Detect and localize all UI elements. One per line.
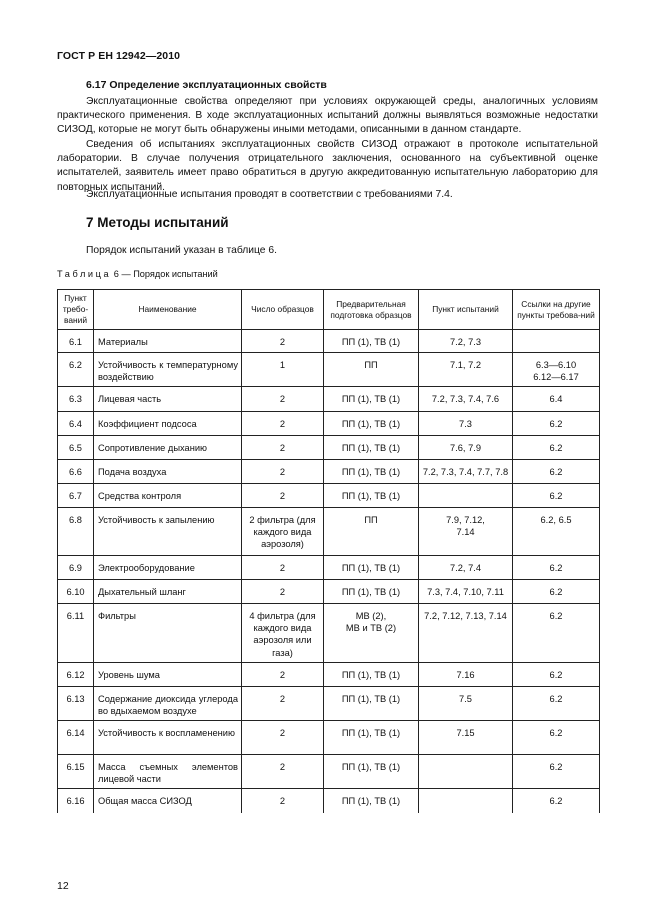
cell-prep: ПП (1), ТВ (1)	[324, 484, 419, 508]
cell-prep: ПП (1), ТВ (1)	[324, 460, 419, 484]
cell-count: 2	[242, 436, 324, 460]
cell-count: 4 фильтра (для каждого вида аэрозоля или газа)	[242, 604, 324, 663]
cell-num: 6.13	[58, 687, 94, 721]
section-6-17-title: 6.17 Определение эксплуатационных свойств	[86, 79, 327, 91]
table-row	[58, 460, 600, 484]
cell-num: 6.11	[58, 604, 94, 663]
paragraph-3-text: Эксплуатационные испытания проводят в соответствии с требованиями 7.4.	[86, 189, 453, 200]
cell-count: 2	[242, 663, 324, 687]
header-ref: Ссылки на другие пункты требова-ний	[513, 290, 600, 330]
section-7-intro: Порядок испытаний указан в таблице 6.	[86, 245, 277, 256]
cell-name: Устойчивость к воспламенению	[94, 721, 242, 755]
paragraph-1-text: Эксплуатационные свойства определяют при условиях окружающей среды, аналогичных условиям практического применения. В ходе эксплуатационных испытаний должны выявляться возможные недостатки СИЗОД, которые не могут быть обнаружены иными методами, описанными в данном стандарте.	[57, 96, 598, 136]
table-row	[58, 755, 600, 789]
cell-name: Электрооборудование	[94, 556, 242, 580]
cell-items: 7.9, 7.12, 7.14	[419, 508, 513, 556]
table-header-row	[58, 290, 600, 330]
table-row	[58, 663, 600, 687]
cell-items: 7.2, 7.12, 7.13, 7.14	[419, 604, 513, 663]
cell-ref: 6.2	[513, 604, 600, 663]
cell-items	[419, 755, 513, 789]
cell-name: Коэффициент подсоса	[94, 412, 242, 436]
test-order-table	[57, 289, 600, 813]
cell-count: 2 фильтра (для каждого вида аэрозоля)	[242, 508, 324, 556]
cell-ref: 6.2	[513, 484, 600, 508]
cell-items	[419, 484, 513, 508]
paragraph-1	[57, 95, 598, 138]
cell-ref: 6.2	[513, 789, 600, 813]
cell-num: 6.15	[58, 755, 94, 789]
cell-count: 2	[242, 387, 324, 412]
cell-prep: ПП	[324, 353, 419, 387]
cell-name: Уровень шума	[94, 663, 242, 687]
cell-prep: ПП (1), ТВ (1)	[324, 580, 419, 604]
cell-ref: 6.2	[513, 663, 600, 687]
cell-items: 7.15	[419, 721, 513, 755]
cell-items: 7.6, 7.9	[419, 436, 513, 460]
paragraph-3	[57, 188, 598, 202]
cell-ref: 6.2	[513, 755, 600, 789]
cell-count: 2	[242, 330, 324, 353]
cell-name: Общая масса СИЗОД	[94, 789, 242, 813]
section-7-title: 7 Методы испытаний	[86, 215, 229, 230]
cell-items: 7.5	[419, 687, 513, 721]
cell-ref: 6.2	[513, 460, 600, 484]
cell-name: Устойчивость к запылению	[94, 508, 242, 556]
header-prep: Предварительная подготовка образцов	[324, 290, 419, 330]
cell-items: 7.2, 7.3, 7.4, 7.7, 7.8	[419, 460, 513, 484]
cell-prep: ПП (1), ТВ (1)	[324, 687, 419, 721]
cell-num: 6.1	[58, 330, 94, 353]
cell-name: Содержание диоксида углерода во вдыхаемом воздухе	[94, 687, 242, 721]
cell-name: Дыхательный шланг	[94, 580, 242, 604]
cell-prep: МВ (2), МВ и ТВ (2)	[324, 604, 419, 663]
cell-name: Средства контроля	[94, 484, 242, 508]
cell-num: 6.4	[58, 412, 94, 436]
cell-ref: 6.2	[513, 687, 600, 721]
header-num: Пункт требо-ваний	[58, 290, 94, 330]
table-row	[58, 484, 600, 508]
document-header: ГОСТ Р ЕН 12942—2010	[57, 50, 181, 62]
cell-prep: ПП (1), ТВ (1)	[324, 663, 419, 687]
cell-count: 2	[242, 412, 324, 436]
cell-num: 6.16	[58, 789, 94, 813]
cell-items: 7.3, 7.4, 7.10, 7.11	[419, 580, 513, 604]
cell-items: 7.3	[419, 412, 513, 436]
cell-name: Материалы	[94, 330, 242, 353]
header-name: Наименование	[94, 290, 242, 330]
cell-num: 6.7	[58, 484, 94, 508]
cell-num: 6.2	[58, 353, 94, 387]
table-row	[58, 353, 600, 387]
paragraph-2	[57, 138, 598, 195]
cell-count: 2	[242, 755, 324, 789]
cell-ref: 6.2	[513, 721, 600, 755]
header-items: Пункт испытаний	[419, 290, 513, 330]
cell-name: Масса съемных элементов лицевой части	[94, 755, 242, 789]
paragraph-2-text: Сведения об испытаниях эксплуатационных свойств СИЗОД отражают в протоколе испытательной лаборатории. В случае получения отрицательного заключения, основанного на субъективной оценке испытателей, заявитель имеет право обратиться в другую аккредитованную испытательную лабораторию для повторных испытаний.	[57, 139, 598, 193]
cell-items: 7.2, 7.4	[419, 556, 513, 580]
cell-count: 2	[242, 721, 324, 755]
cell-ref: 6.2	[513, 580, 600, 604]
cell-name: Лицевая часть	[94, 387, 242, 412]
table-row	[58, 436, 600, 460]
cell-ref: 6.3—6.10 6.12—6.17	[513, 353, 600, 387]
table-row	[58, 721, 600, 755]
cell-num: 6.5	[58, 436, 94, 460]
cell-num: 6.12	[58, 663, 94, 687]
cell-items: 7.2, 7.3	[419, 330, 513, 353]
table-caption	[57, 269, 218, 279]
cell-num: 6.10	[58, 580, 94, 604]
cell-prep: ПП (1), ТВ (1)	[324, 721, 419, 755]
cell-count: 2	[242, 789, 324, 813]
cell-count: 2	[242, 484, 324, 508]
cell-name: Сопротивление дыханию	[94, 436, 242, 460]
cell-count: 2	[242, 556, 324, 580]
cell-ref: 6.2	[513, 436, 600, 460]
cell-prep: ПП (1), ТВ (1)	[324, 412, 419, 436]
cell-prep: ПП (1), ТВ (1)	[324, 755, 419, 789]
cell-num: 6.6	[58, 460, 94, 484]
cell-name: Подача воздуха	[94, 460, 242, 484]
table-row	[58, 508, 600, 556]
cell-name: Фильтры	[94, 604, 242, 663]
table-row	[58, 556, 600, 580]
header-count: Число образцов	[242, 290, 324, 330]
cell-num: 6.8	[58, 508, 94, 556]
cell-ref: 6.2, 6.5	[513, 508, 600, 556]
table-row	[58, 789, 600, 813]
cell-ref: 6.4	[513, 387, 600, 412]
cell-prep: ПП	[324, 508, 419, 556]
cell-items: 7.1, 7.2	[419, 353, 513, 387]
cell-prep: ПП (1), ТВ (1)	[324, 436, 419, 460]
cell-count: 2	[242, 687, 324, 721]
cell-count: 2	[242, 460, 324, 484]
cell-count: 2	[242, 580, 324, 604]
cell-prep: ПП (1), ТВ (1)	[324, 387, 419, 412]
page-number: 12	[57, 880, 69, 892]
table-row	[58, 330, 600, 353]
cell-num: 6.3	[58, 387, 94, 412]
table-caption-rest: 6 — Порядок испытаний	[111, 269, 218, 279]
cell-items	[419, 789, 513, 813]
cell-name: Устойчивость к температурному воздействию	[94, 353, 242, 387]
table-row	[58, 604, 600, 663]
table-row	[58, 387, 600, 412]
table-row	[58, 687, 600, 721]
cell-ref: 6.2	[513, 556, 600, 580]
cell-prep: ПП (1), ТВ (1)	[324, 789, 419, 813]
cell-items: 7.16	[419, 663, 513, 687]
cell-prep: ПП (1), ТВ (1)	[324, 556, 419, 580]
cell-num: 6.14	[58, 721, 94, 755]
cell-num: 6.9	[58, 556, 94, 580]
cell-ref	[513, 330, 600, 353]
table-row	[58, 580, 600, 604]
table-row	[58, 412, 600, 436]
table-caption-word: Таблица	[57, 269, 112, 279]
cell-ref: 6.2	[513, 412, 600, 436]
cell-prep: ПП (1), ТВ (1)	[324, 330, 419, 353]
cell-count: 1	[242, 353, 324, 387]
cell-items: 7.2, 7.3, 7.4, 7.6	[419, 387, 513, 412]
